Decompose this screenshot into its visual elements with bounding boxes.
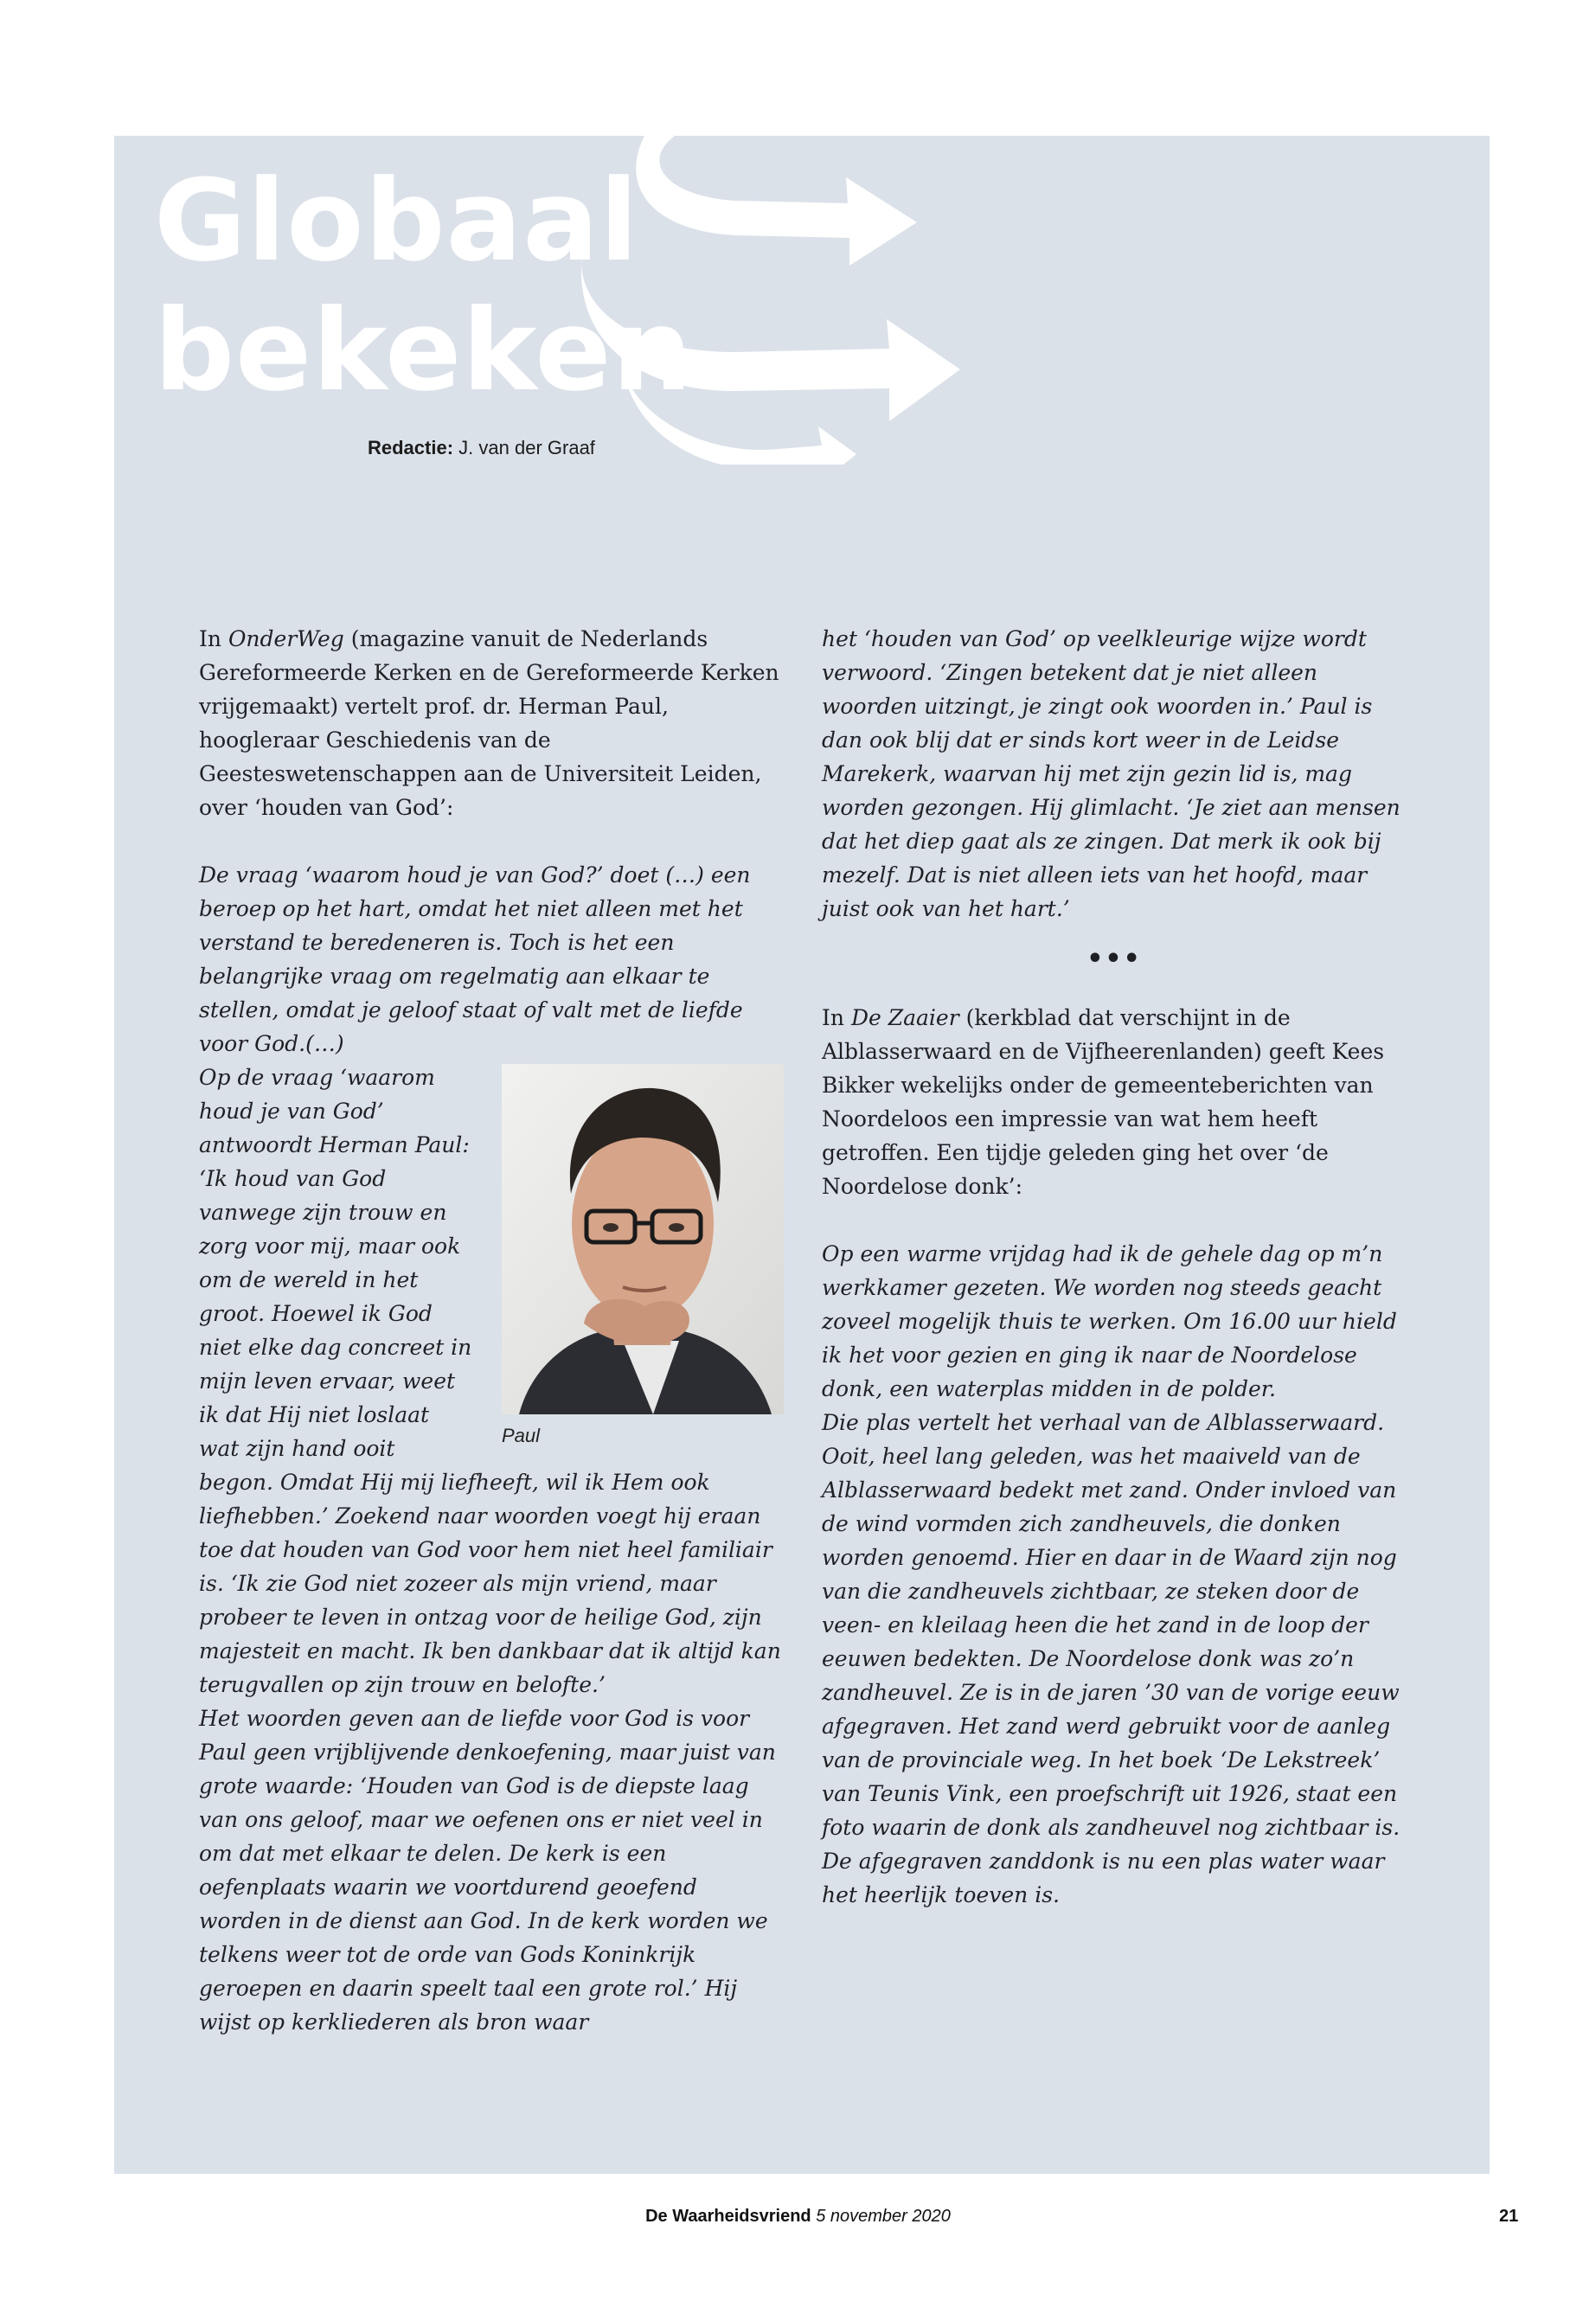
intro-text: In [822,1005,851,1030]
intro-paragraph-onderweg [199,622,784,824]
quote-paragraph-zaaier-1: Op een warme vrijdag had ik de gehele dag op m’n werkkamer gezeten. We worden nog steeds geacht zoveel mogelijk thuis te werken. Om 16.00 uur hield ik het voor gezien en ging ik naar de Noordelose donk, een waterplas midden in de polder. [822,1241,1397,1401]
quote-paragraph-1: De vraag ‘waarom houd je van God?’ doet (…) een beroep op het hart, omdat het niet alleen met het verstand te beredeneren is. Toch is het een belangrijke vraag om regelmatig aan elkaar te stellen, omdat je geloof staat of valt met de liefde voor God.(…) [199,862,751,1056]
intro-paragraph-zaaier [822,1001,1407,1203]
intro-text-cont: (kerkblad dat verschijnt in de Alblasserwaard en de Vijfheerenlanden) geeft Kees Bikker wekelijks onder de gemeenteberichten van Noordeloos een impressie van wat hem heeft getroffen. Een tijdje geleden ging het over ‘de Noordelose donk’: [822,1005,1385,1199]
quote-paragraph-2: Op de vraag ‘waarom houd je van God’ antwoordt Herman Paul: ‘Ik houd van God vanwege zijn trouw en zorg voor mij, maar ook om de wereld in het groot. Hoewel ik God niet elke dag concreet in mijn leven ervaar, weet ik dat Hij niet loslaat wat zijn hand ooit begon. Omdat Hij mij liefheeft, wil ik Hem ook liefhebben.’ Zoekend naar woorden voegt hij eraan toe dat houden van God voor hem niet heel familiair is. ‘Ik zie God niet zozeer als mijn vriend, maar probeer te leven in ontzag voor de heilige God, zijn majesteit en macht. Ik ben dankbaar dat ik altijd kan terugvallen op zijn trouw en belofte.’ [199,1065,781,1697]
editor-name: J. van der Graaf [458,437,595,458]
title-line-2: bekeken [154,285,694,416]
quote-paragraph-3: Het woorden geven aan de liefde voor God is voor Paul geen vrijblijvende denkoefening, maar juist van grote waarde: ‘Houden van God is de diepste laag van ons geloof, maar we oefenen ons er niet veel in om dat met elkaar te delen. De kerk is een oefenplaats waarin we voortdurend geoefend worden in de dienst aan God. In de kerk worden we telkens weer tot de orde van Gods Koninkrijk geroepen en daarin speelt taal een grote rol.’ Hij wijst op kerkliederen als bron waar [199,1706,776,2035]
intro-text: In [199,626,228,651]
page-footer [0,2207,1596,2227]
page-number: 21 [1499,2207,1519,2226]
portrait-photo [502,1064,784,1414]
page-title [154,156,693,415]
right-column [822,622,1407,1912]
quote-paragraph-zaaier-2: Die plas vertelt het verhaal van de Alblasserwaard. Ooit, heel lang geleden, was het maaiveld van de Alblasserwaard bedekt met zand. Onder invloed van de wind vormden zich zandheuvels, die donken worden genoemd. Hier en daar in de Waard zijn nog van die zandheuvels zichtbaar, ze steken door de veen- en kleilaag heen die het zand in de loop der eeuwen bedekten. De Noordelose donk was zo’n zandheuvel. Ze is in de jaren ’30 van de vorige eeuw afgegraven. Het zand werd gebruikt voor de aanleg van de provinciale weg. In het boek ‘De Lekstreek’ van Teunis Vink, een proefschrift uit 1926, staat een foto waarin de donk als zandheuvel nog zichtbaar is. De afgegraven zanddonk is nu een plas water waar het heerlijk toeven is. [822,1410,1401,1907]
section-separator: ••• [1086,944,1142,974]
footer-magazine: De Waarheidsvriend [645,2207,811,2226]
intro-text-cont: (magazine vanuit de Nederlands Gereformeerde Kerken en de Gereformeerde Kerken vrijgemaakt) vertelt prof. dr. Herman Paul, hoogleraar Geschiedenis van de Geesteswetenschappen aan de Universiteit Leiden, over ‘houden van God’: [199,626,779,820]
left-column [199,622,784,2039]
title-line-1: Globaal [154,155,639,286]
editor-credit [368,437,595,459]
continuation-paragraph: het ‘houden van God’ op veelkleurige wijze wordt verwoord. ‘Zingen betekent dat je niet alleen woorden uitzingt, je zingt ook woorden in.’ Paul is dan ook blij dat er sinds kort weer in de Leidse Marekerk, waarvan hij met zijn gezin lid is, mag worden gezongen. Hij glimlacht. ‘Je ziet aan mensen dat het diep gaat als ze zingen. Dat merk ik ook bij mezelf. Dat is niet alleen iets van het hoofd, maar juist ook van het hart.’ [822,626,1401,921]
footer-date: 5 november 2020 [816,2207,951,2226]
photo-caption: Paul [502,1425,541,1446]
editor-label: Redactie: [368,437,454,458]
photo-figure [502,1061,784,1445]
source-title-zaaier: De Zaaier [850,1005,959,1030]
source-title-onderweg: OnderWeg [228,626,344,651]
